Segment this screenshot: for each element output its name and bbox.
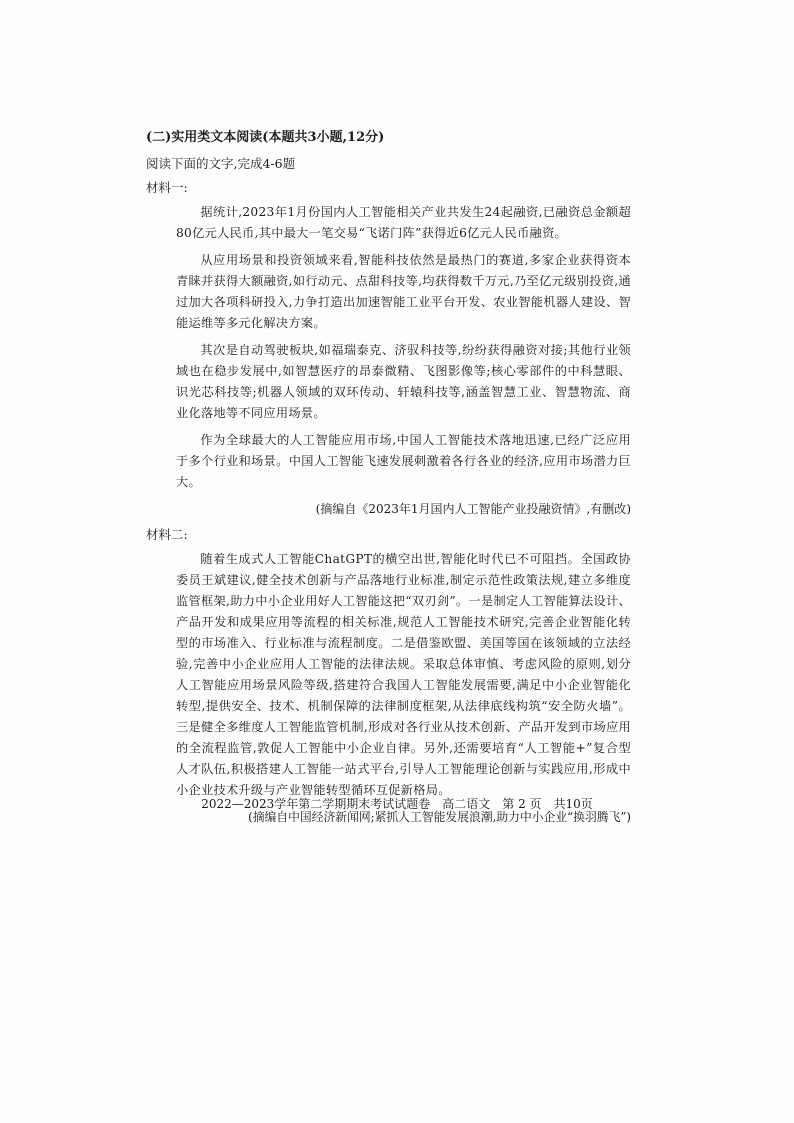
material-one-source: (摘编自《2023年1月国内人工智能产业投融资情》,有删改): [315, 502, 631, 516]
material-two-paragraph: 随着生成式人工智能ChatGPT的横空出世,智能化时代已不可阻挡。全国政协委员王斌建议,健全技术创新与产品落地行业标准,制定示范性政策法规,建立多维度监管框架,助力中小企业用好人工智能这把“双刃剑”。一是制定人工智能算法设计、产品开发和成果应用等流程的相关标准,规范人工智能技术研究,完善企业智能化转型的市场准入、行业标准与流程制度。二是借鉴欧盟、美国等国在该领域的立法经验,完善中小企业应用人工智能的法律法规。采取总体审慎、考虑风险的原则,划分人工智能应用场景风险等级,搭建符合我国人工智能发展需要,满足中小企业智能化转型,提供安全、技术、机制保障的法律制度框架,从法律底线构筑“安全防火墙”。三是健全多维度人工智能监管机制,形成对各行业从技术创新、产品开发到市场应用的全流程监管,敦促人工智能中小企业自律。另外,还需要培育“人工智能+”复合型人才队伍,积极搭建人工智能一站式平台,引导人工智能理论创新与实践应用,形成中小企业技术升级与产业智能转型循环互促新格局。: [176, 552, 631, 797]
material-one-paragraph: 作为全球最大的人工智能应用市场,中国人工智能技术落地迅速,已经广泛应用于多个行业和场景。中国人工智能飞速发展刺激着各行各业的经济,应用市场潜力巨大。: [176, 433, 631, 489]
material-one-paragraph: 其次是自动驾驶板块,如福瑞泰克、济驭科技等,纷纷获得融资对接;其他行业领域也在稳步发展中,如智慧医疗的昂泰微精、飞图影像等;核心零部件的中科慧眼、识光芯科技等;机器人领域的双环传动、轩辕科技等,涵盖智慧工业、智慧物流、商业化落地等不同应用场景。: [176, 343, 631, 420]
material-one-label: 材料一:: [146, 180, 188, 195]
page-content: [146, 128, 631, 835]
material-two-label: 材料二:: [146, 527, 188, 542]
material-one-paragraph: 据统计,2023年1月份国内人工智能相关产业共发生24起融资,已融资总金额超80亿元人民币,其中最大一笔交易“飞诺门阵”获得近6亿元人民币融资。: [176, 205, 631, 240]
page-footer: 2022—2023学年第二学期期末考试试题卷 高二语文 第 2 页 共10页: [201, 797, 593, 811]
material-one-paragraph: 从应用场景和投资领域来看,智能科技依然是最热门的赛道,多家企业获得资本青睐并获得大额融资,如行动元、点甜科技等,均获得数千万元,乃至亿元级别投资,通过加大各项科研投入,力争打造出加速智能工业平台开发、农业智能机器人建设、智能运维等多元化解决方案。: [176, 253, 631, 330]
material-two-source: (摘编自中国经济新闻网;紧抓人工智能发展浪潮,助力中小企业“换羽腾飞”): [248, 810, 631, 824]
section-title: (二)实用类文本阅读(本题共3小题,12分): [146, 130, 385, 145]
reading-instruction: 阅读下面的文字,完成4-6题: [146, 156, 296, 171]
